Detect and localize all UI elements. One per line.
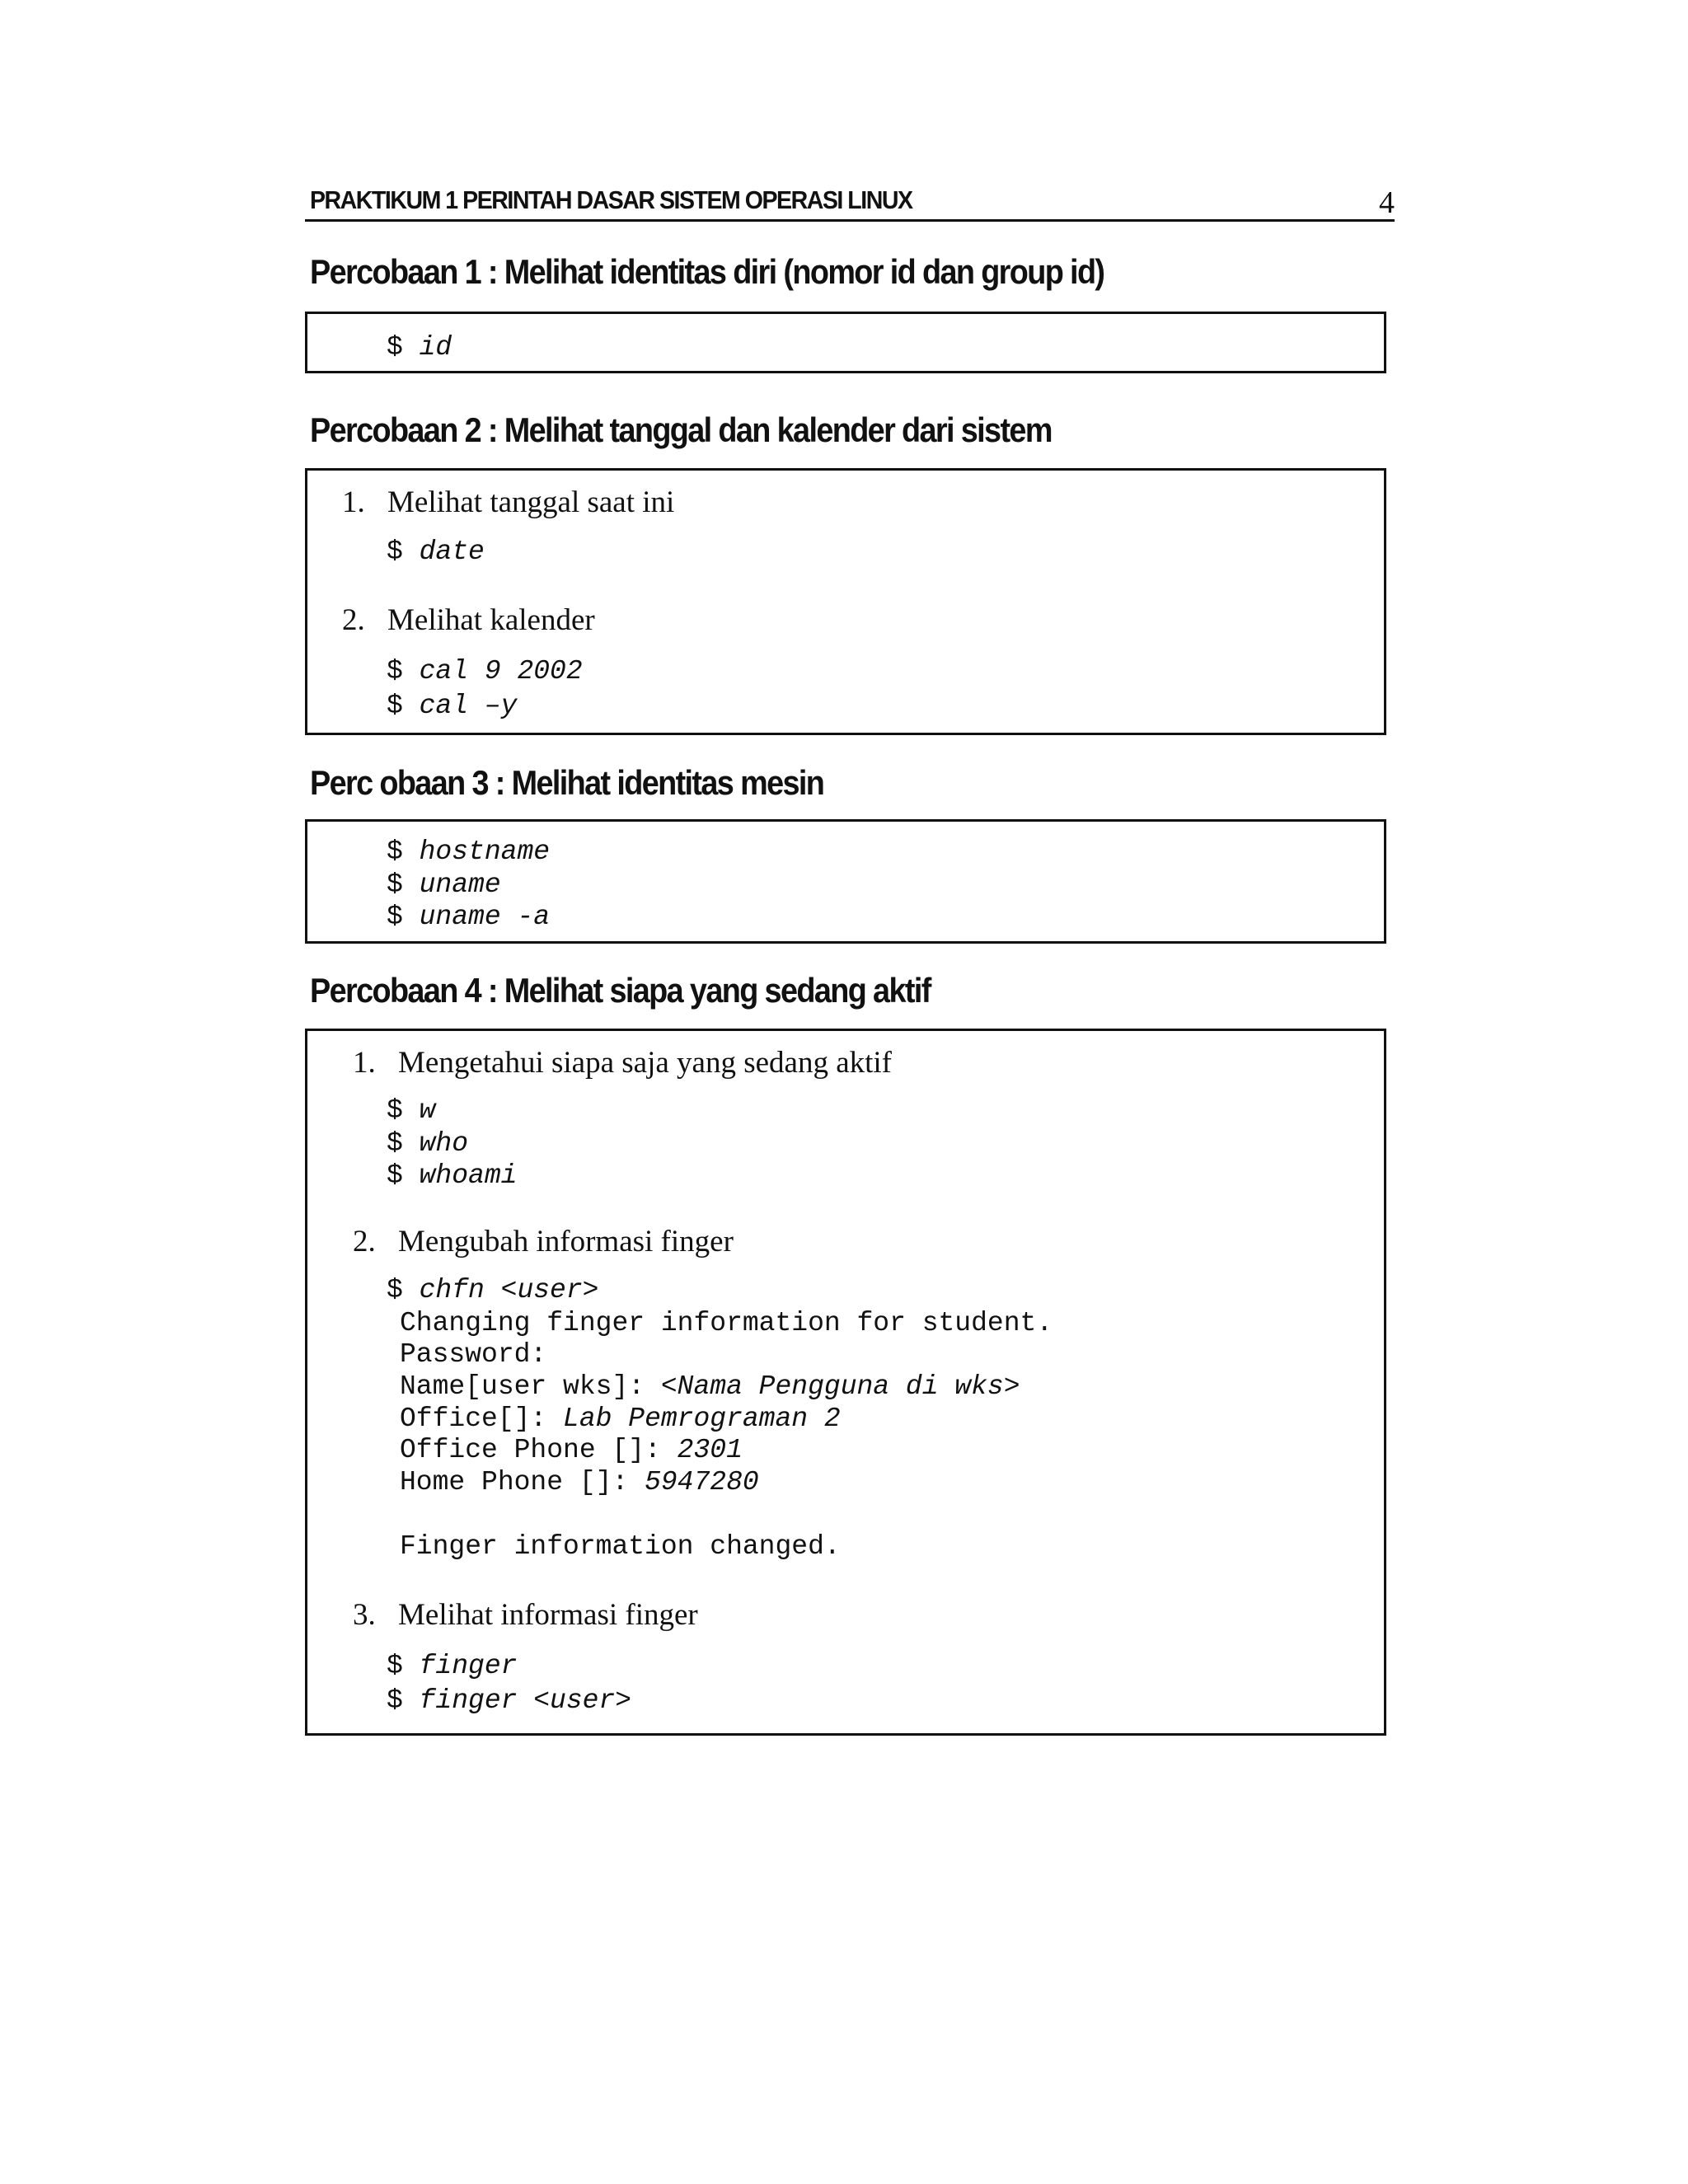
command-line (387, 1277, 598, 1304)
output-line (400, 1469, 759, 1496)
prompt: $ (387, 1128, 403, 1159)
prompt: $ (387, 691, 403, 721)
command-date: date (419, 537, 485, 567)
item-text: Mengetahui siapa saja yang sedang aktif (398, 1046, 892, 1080)
command-uname: uname (419, 869, 501, 900)
output-line (400, 1436, 743, 1464)
percobaan-4-box (305, 1029, 1386, 1736)
output-line (400, 1373, 1020, 1400)
command-line (387, 334, 452, 361)
item-text: Melihat kalender (387, 603, 595, 637)
command-line (387, 538, 485, 565)
output-value: <Nama Pengguna di wks> (660, 1371, 1020, 1402)
prompt: $ (387, 1095, 403, 1126)
item-number: 2. (342, 603, 365, 637)
output-value: Lab Pemrograman 2 (563, 1404, 841, 1434)
output-line: Password: (400, 1339, 547, 1370)
command-whoami: whoami (419, 1160, 518, 1191)
prompt: $ (387, 837, 403, 867)
output-label: Home Phone []: (400, 1467, 645, 1497)
percobaan-3-heading: Perc obaan 3 : Melihat identitas mesin (310, 763, 824, 802)
command-id: id (419, 332, 452, 363)
command-line (387, 692, 517, 719)
prompt: $ (387, 537, 403, 567)
command-line (387, 1652, 517, 1680)
output-label: Office Phone []: (400, 1435, 678, 1465)
prompt: $ (387, 1685, 403, 1716)
percobaan-1-box (305, 312, 1386, 373)
header-title: PRAKTIKUM 1 PERINTAH DASAR SISTEM OPERASI LINUX (310, 185, 912, 214)
command-line (387, 1130, 468, 1157)
command-line (387, 838, 550, 865)
item-number: 3. (353, 1598, 376, 1632)
item-number: 2. (353, 1225, 376, 1258)
percobaan-4-heading: Percobaan 4 : Melihat siapa yang sedang aktif (310, 971, 931, 1010)
percobaan-1-heading: Percobaan 1 : Melihat identitas diri (nomor id dan group id) (310, 252, 1104, 291)
command-cal-year: cal 9 2002 (419, 656, 583, 687)
percobaan-2-box (305, 468, 1386, 735)
percobaan-3-box (305, 819, 1386, 944)
output-line: Changing finger information for student. (400, 1308, 1053, 1338)
command-finger-user: finger <user> (419, 1685, 632, 1716)
prompt: $ (387, 656, 403, 687)
command-line (387, 871, 501, 898)
command-line (387, 903, 550, 930)
item-text: Melihat tanggal saat ini (387, 485, 675, 519)
percobaan-2-heading: Percobaan 2 : Melihat tanggal dan kalender dari sistem (310, 410, 1052, 449)
item-text: Melihat informasi finger (398, 1598, 698, 1632)
prompt: $ (387, 332, 403, 363)
prompt: $ (387, 902, 403, 932)
command-w: w (419, 1095, 436, 1126)
command-hostname: hostname (419, 837, 551, 867)
command-finger: finger (419, 1651, 518, 1681)
prompt: $ (387, 869, 403, 900)
output-label: Name[user wks]: (400, 1371, 661, 1402)
item-number: 1. (342, 485, 365, 519)
output-value: 5947280 (645, 1467, 759, 1497)
prompt: $ (387, 1160, 403, 1191)
command-who: who (419, 1128, 469, 1159)
command-cal-y: cal –y (419, 691, 518, 721)
command-uname-a: uname -a (419, 902, 551, 932)
page-header (305, 183, 1395, 222)
output-label: Office[]: (400, 1404, 564, 1434)
prompt: $ (387, 1651, 403, 1681)
command-line (387, 1162, 517, 1189)
command-line (387, 1687, 631, 1714)
prompt: $ (387, 1275, 403, 1305)
item-text: Mengubah informasi finger (398, 1225, 734, 1258)
command-line (387, 1097, 435, 1124)
item-number: 1. (353, 1046, 376, 1080)
page-number: 4 (1379, 185, 1395, 220)
output-line (400, 1405, 841, 1432)
command-chfn: chfn <user> (419, 1275, 599, 1305)
output-line: Finger information changed. (400, 1531, 841, 1562)
command-line (387, 658, 583, 685)
output-value: 2301 (677, 1435, 743, 1465)
